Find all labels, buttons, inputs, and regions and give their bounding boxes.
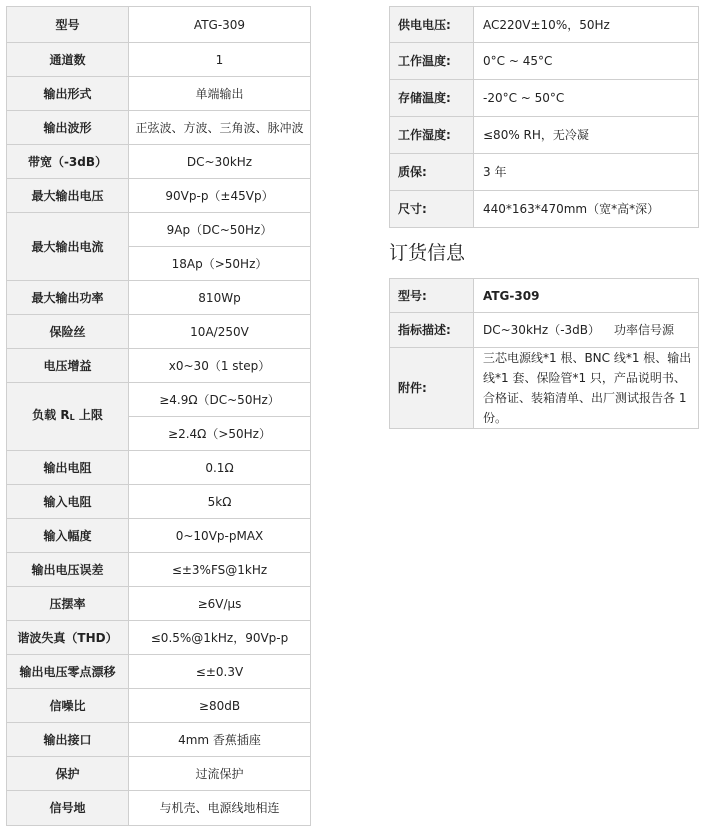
spec-label: 输入电阻 xyxy=(7,485,129,519)
order-info-heading: 订货信息 xyxy=(389,242,466,264)
spec-value: 440*163*470mm（宽*高*深） xyxy=(474,191,699,228)
table-row xyxy=(7,7,311,43)
spec-label: 输出电压零点漂移 xyxy=(7,655,129,689)
table-row xyxy=(390,117,699,154)
table-row xyxy=(7,349,311,383)
spec-value: ATG-309 xyxy=(129,7,311,43)
spec-value: 4mm 香蕉插座 xyxy=(129,723,311,757)
load-label-sub: L xyxy=(69,413,75,422)
spec-value: 5kΩ xyxy=(129,485,311,519)
spec-label: 输出波形 xyxy=(7,111,129,145)
table-row xyxy=(390,7,699,43)
table-row xyxy=(390,80,699,117)
spec-label: 电压增益 xyxy=(7,349,129,383)
desc-range: DC~30kHz（-3dB） xyxy=(483,323,601,337)
spec-label: 供电电压: xyxy=(390,7,474,43)
spec-value: ≤±3%FS@1kHz xyxy=(129,553,311,587)
spec-label: 压摆率 xyxy=(7,587,129,621)
spec-label xyxy=(7,383,129,451)
spec-label: 最大输出电压 xyxy=(7,179,129,213)
table-row xyxy=(390,154,699,191)
spec-value: ≤±0.3V xyxy=(129,655,311,689)
spec-value: ≤0.5%@1kHz，90Vp-p xyxy=(129,621,311,655)
order-table xyxy=(389,278,699,429)
table-row xyxy=(7,179,311,213)
spec-value: AC220V±10%，50Hz xyxy=(474,7,699,43)
spec-value: 单端输出 xyxy=(129,77,311,111)
spec-label: 输入幅度 xyxy=(7,519,129,553)
spec-label: 信号地 xyxy=(7,791,129,826)
table-row xyxy=(390,279,699,313)
spec-value: -20°C ~ 50°C xyxy=(474,80,699,117)
spec-label: 输出形式 xyxy=(7,77,129,111)
spec-label: 工作温度: xyxy=(390,43,474,80)
order-label: 指标描述: xyxy=(390,313,474,348)
spec-label: 保险丝 xyxy=(7,315,129,349)
table-row xyxy=(7,111,311,145)
order-label: 型号: xyxy=(390,279,474,313)
table-row xyxy=(390,348,699,429)
spec-value: 90Vp-p（±45Vp） xyxy=(129,179,311,213)
spec-label: 尺寸: xyxy=(390,191,474,228)
spec-label: 输出电阻 xyxy=(7,451,129,485)
spec-value: ≥4.9Ω（DC~50Hz） xyxy=(129,383,311,417)
table-row xyxy=(7,485,311,519)
spec-value: 10A/250V xyxy=(129,315,311,349)
spec-label: 最大输出电流 xyxy=(7,213,129,281)
table-row xyxy=(7,621,311,655)
spec-value: 810Wp xyxy=(129,281,311,315)
spec-value: 0.1Ω xyxy=(129,451,311,485)
spec-table-right xyxy=(389,6,699,228)
spec-value: 1 xyxy=(129,43,311,77)
spec-label: 带宽（-3dB） xyxy=(7,145,129,179)
spec-table-left xyxy=(6,6,311,826)
table-row xyxy=(7,383,311,417)
load-label-suffix: 上限 xyxy=(74,408,103,422)
table-row xyxy=(7,213,311,247)
spec-value: 0°C ~ 45°C xyxy=(474,43,699,80)
spec-value: ≥6V/μs xyxy=(129,587,311,621)
table-row xyxy=(7,315,311,349)
spec-label: 最大输出功率 xyxy=(7,281,129,315)
table-row xyxy=(390,313,699,348)
spec-value: 与机壳、电源线地相连 xyxy=(129,791,311,826)
spec-label: 输出电压误差 xyxy=(7,553,129,587)
table-row xyxy=(390,43,699,80)
table-row xyxy=(7,723,311,757)
table-row xyxy=(7,655,311,689)
spec-label: 输出接口 xyxy=(7,723,129,757)
spec-value: ≥80dB xyxy=(129,689,311,723)
table-row xyxy=(7,451,311,485)
spec-value: 正弦波、方波、三角波、脉冲波 xyxy=(129,111,311,145)
spec-value: 18Ap（>50Hz） xyxy=(129,247,311,281)
spec-label: 保护 xyxy=(7,757,129,791)
spec-value: 0~10Vp-pMAX xyxy=(129,519,311,553)
spec-label: 质保: xyxy=(390,154,474,191)
spec-label: 通道数 xyxy=(7,43,129,77)
table-row xyxy=(7,757,311,791)
spec-label: 型号 xyxy=(7,7,129,43)
table-row xyxy=(7,77,311,111)
table-row xyxy=(7,281,311,315)
spec-value: 9Ap（DC~50Hz） xyxy=(129,213,311,247)
table-row xyxy=(7,689,311,723)
order-value: 三芯电源线*1 根、BNC 线*1 根、输出线*1 套、保险管*1 只，产品说明书、合格证、装箱清单、出厂测试报告各 1 份。 xyxy=(474,348,699,429)
table-row xyxy=(7,553,311,587)
spec-value: ≥2.4Ω（>50Hz） xyxy=(129,417,311,451)
spec-value: 过流保护 xyxy=(129,757,311,791)
order-value xyxy=(474,313,699,348)
table-row xyxy=(7,587,311,621)
spec-label: 工作湿度: xyxy=(390,117,474,154)
table-row xyxy=(7,519,311,553)
load-label-prefix: 负载 R xyxy=(32,408,70,422)
spec-value: ≤80% RH，无冷凝 xyxy=(474,117,699,154)
spec-label: 信噪比 xyxy=(7,689,129,723)
table-row xyxy=(7,43,311,77)
spec-label: 存储温度: xyxy=(390,80,474,117)
table-row xyxy=(7,791,311,826)
table-row xyxy=(7,145,311,179)
table-row xyxy=(390,191,699,228)
spec-value: DC~30kHz xyxy=(129,145,311,179)
desc-type: 功率信号源 xyxy=(614,323,675,337)
order-value: ATG-309 xyxy=(474,279,699,313)
spec-label: 谐波失真（THD） xyxy=(7,621,129,655)
spec-value: 3 年 xyxy=(474,154,699,191)
spec-value: x0~30（1 step） xyxy=(129,349,311,383)
order-label: 附件: xyxy=(390,348,474,429)
